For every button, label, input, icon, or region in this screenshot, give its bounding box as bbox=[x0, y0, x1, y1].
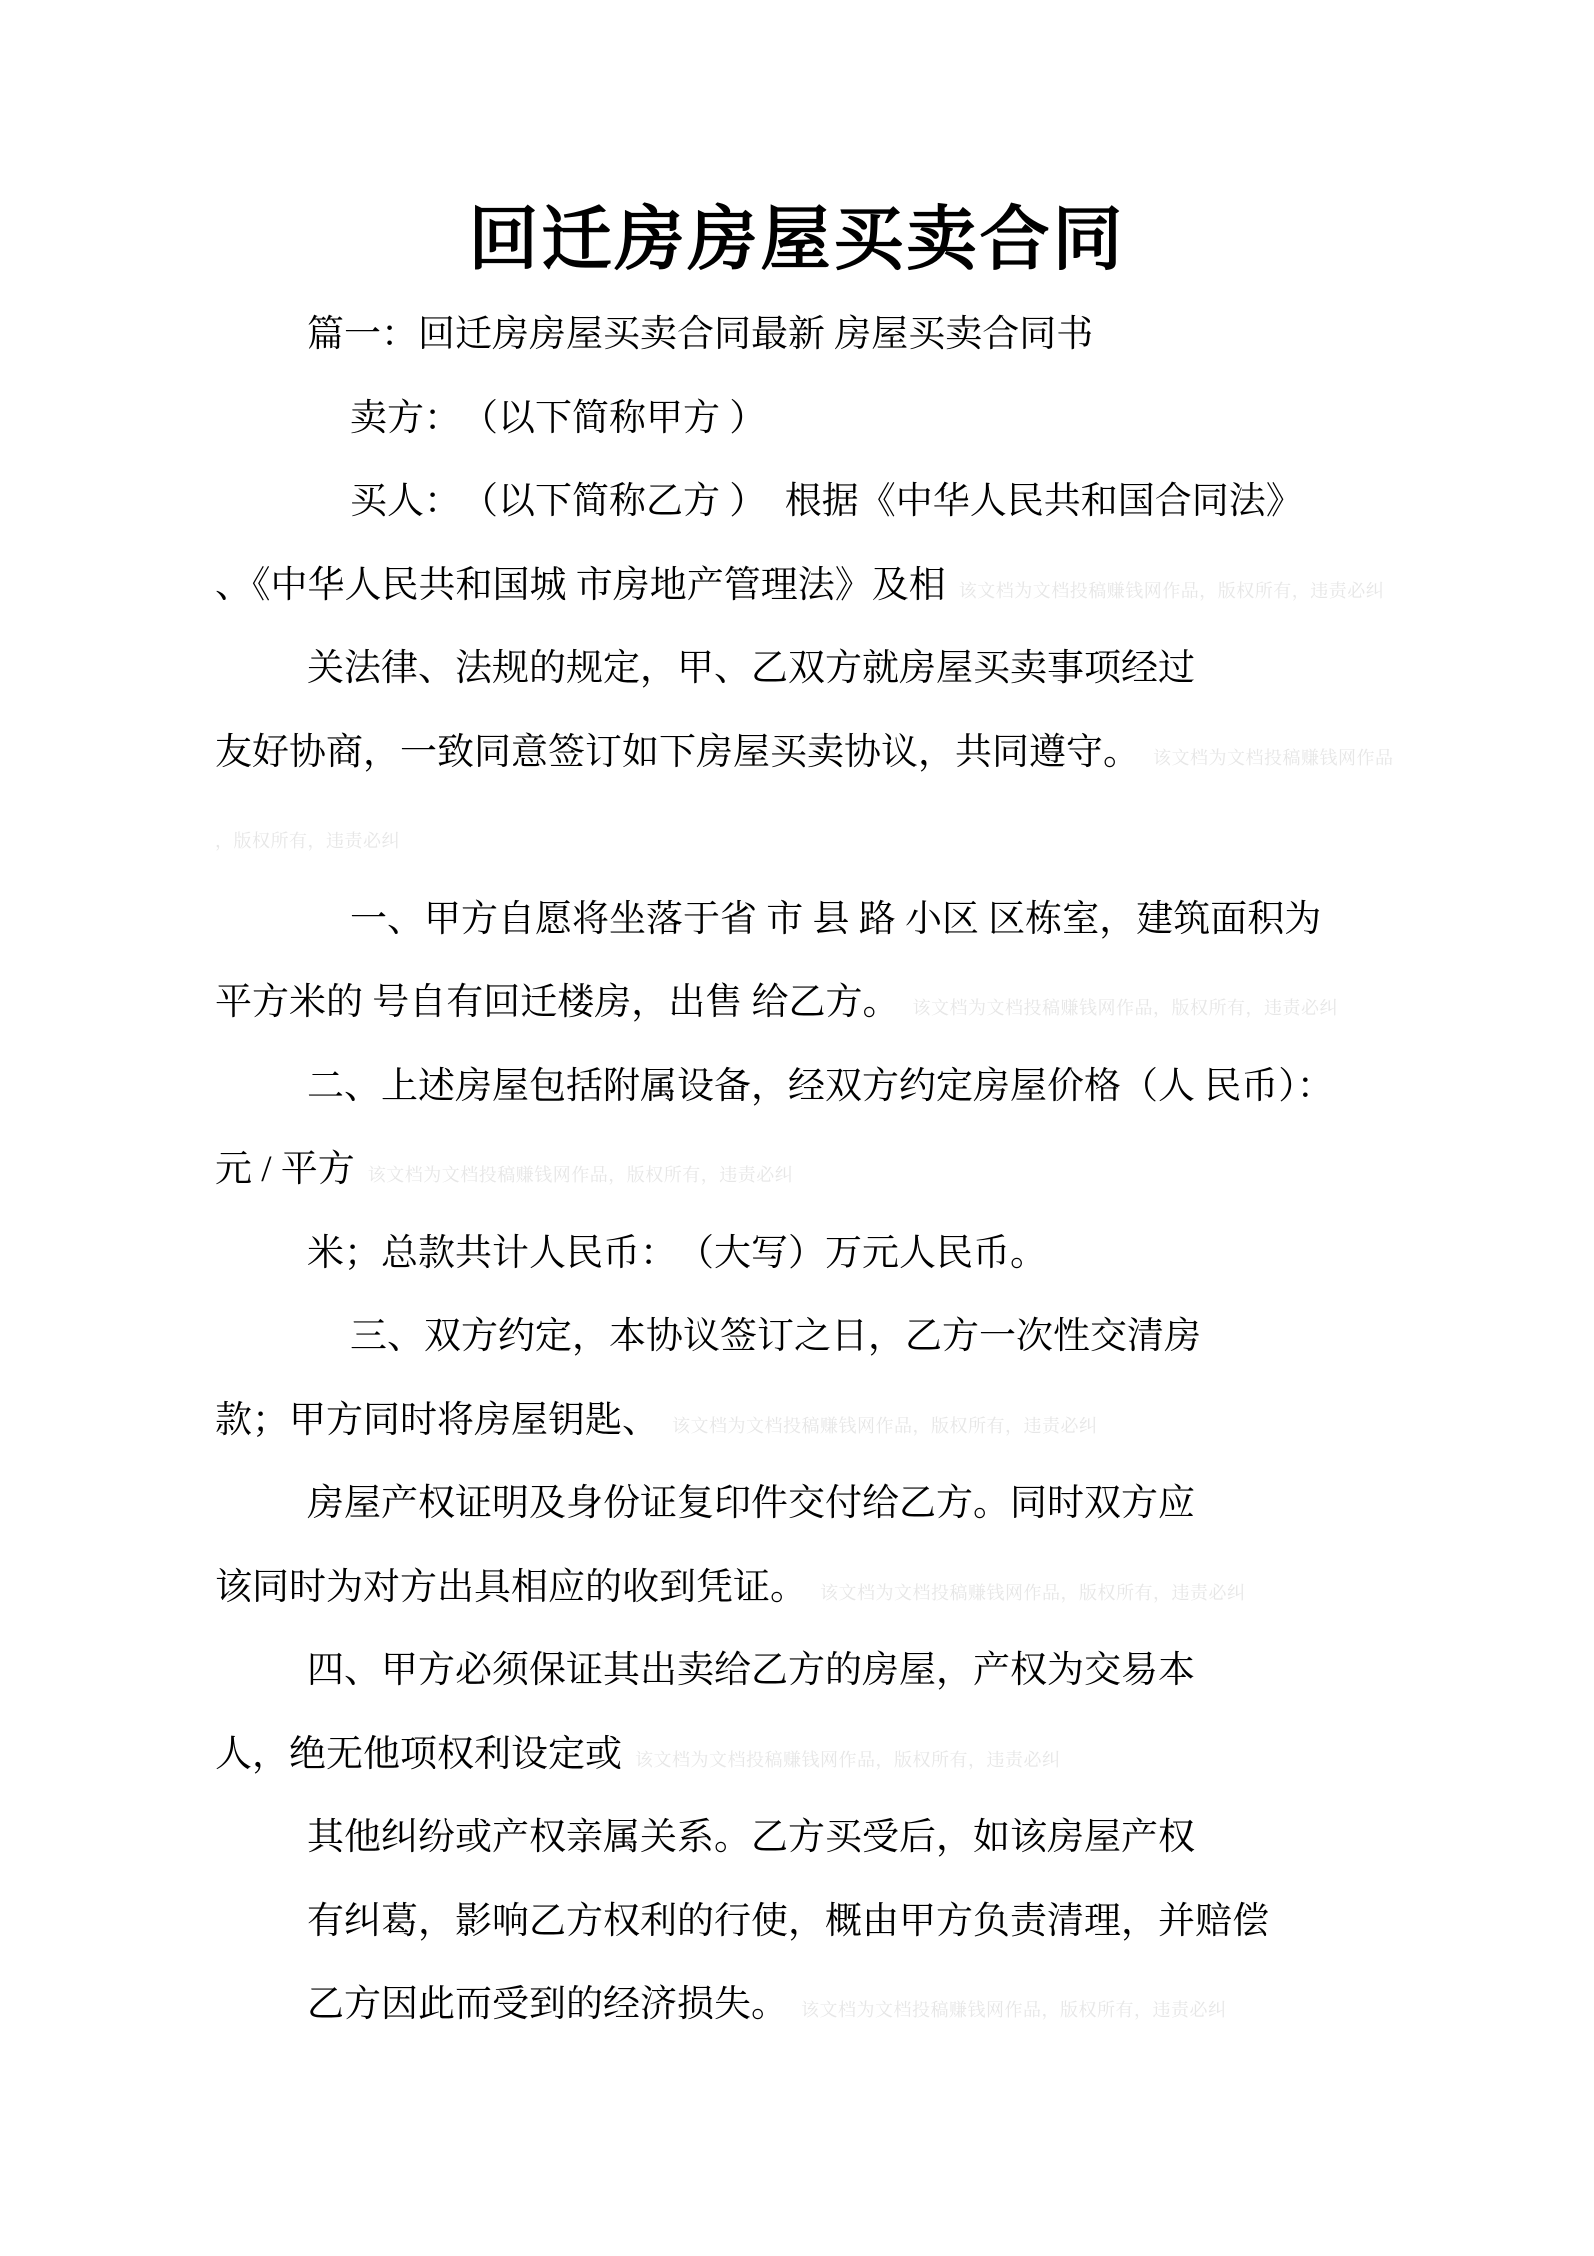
line-text: 买人： （以下简称乙方 ） 根据《中华人民共和国合同法》 bbox=[350, 481, 1303, 522]
document-body bbox=[215, 293, 1594, 2047]
text-line bbox=[215, 544, 1594, 628]
watermark-text: 该文档为文档投稿赚钱网作品 bbox=[1153, 747, 1394, 769]
text-line bbox=[215, 1963, 1594, 2047]
text-line bbox=[215, 711, 1594, 795]
line-text: 款；甲方同时将房屋钥匙、 bbox=[215, 1399, 659, 1441]
text-line bbox=[215, 377, 1594, 461]
watermark-text: 该文档为文档投稿赚钱网作品，版权所有，违责必纠 bbox=[912, 998, 1338, 1019]
text-line bbox=[215, 1546, 1594, 1630]
text-line bbox=[215, 1128, 1594, 1212]
watermark-text: 该文档为文档投稿赚钱网作品，版权所有，违责必纠 bbox=[801, 2000, 1227, 2021]
text-line bbox=[215, 1629, 1594, 1713]
document-title: 回迁房房屋买卖合同 bbox=[468, 198, 1126, 280]
text-line bbox=[215, 1295, 1594, 1379]
text-line bbox=[215, 1462, 1594, 1546]
line-text: 房屋产权证明及身份证复印件交付给乙方。同时双方应 bbox=[307, 1483, 1195, 1524]
text-line bbox=[215, 1713, 1594, 1797]
text-line bbox=[215, 1212, 1594, 1296]
text-line bbox=[215, 1379, 1594, 1463]
line-text: 四、甲方必须保证其出卖给乙方的房屋，产权为交易本 bbox=[307, 1650, 1195, 1691]
watermark-text: 该文档为文档投稿赚钱网作品，版权所有，违责必纠 bbox=[367, 1165, 794, 1186]
watermark-text: ，版权所有，违责必纠 bbox=[215, 831, 400, 852]
text-line bbox=[215, 293, 1594, 377]
text-line bbox=[215, 878, 1594, 962]
line-text: 有纠葛，影响乙方权利的行使，概由甲方负责清理，并赔偿 bbox=[307, 1900, 1269, 1942]
line-text: 篇一：回迁房房屋买卖合同最新 房屋买卖合同书 bbox=[307, 314, 1094, 355]
text-line bbox=[215, 627, 1594, 711]
line-text: 一、甲方自愿将坐落于省 市 县 路 小区 区栋室，建筑面积为 bbox=[350, 898, 1322, 940]
line-text: 、《中华人民共和国城 市房地产管理法》及相 bbox=[215, 564, 946, 606]
text-line bbox=[215, 794, 1594, 878]
line-text: 元 / 平方 bbox=[215, 1149, 355, 1190]
line-text: 米；总款共计人民币： （大写）万元人民币。 bbox=[307, 1232, 1047, 1274]
line-text: 其他纠纷或产权亲属关系。乙方买受后，如该房屋产权 bbox=[307, 1817, 1195, 1858]
text-line bbox=[215, 1880, 1594, 1964]
line-text: 友好协商，一致同意签订如下房屋买卖协议，共同遵守。 bbox=[215, 731, 1140, 773]
text-line bbox=[215, 460, 1594, 544]
text-line bbox=[215, 1796, 1594, 1880]
watermark-text: 该文档为文档投稿赚钱网作品，版权所有，违责必纠 bbox=[958, 580, 1385, 602]
watermark-text: 该文档为文档投稿赚钱网作品，版权所有，违责必纠 bbox=[820, 1582, 1246, 1604]
line-text: 二、上述房屋包括附属设备，经双方约定房屋价格（人 民币）： bbox=[307, 1065, 1334, 1107]
watermark-text: 该文档为文档投稿赚钱网作品，版权所有，违责必纠 bbox=[635, 1749, 1061, 1771]
line-text: 平方米的 号自有回迁楼房，出售 给乙方。 bbox=[215, 982, 900, 1023]
watermark-text: 该文档为文档投稿赚钱网作品，版权所有，违责必纠 bbox=[672, 1415, 1098, 1437]
line-text: 卖方： （以下简称甲方 ） bbox=[350, 397, 767, 439]
line-text: 该同时为对方出具相应的收到凭证。 bbox=[215, 1566, 807, 1608]
line-text: 三、双方约定，本协议签订之日，乙方一次性交清房 bbox=[350, 1316, 1201, 1357]
text-line bbox=[215, 1045, 1594, 1129]
line-text: 乙方因此而受到的经济损失。 bbox=[307, 1984, 788, 2025]
line-text: 人，绝无他项权利设定或 bbox=[215, 1733, 622, 1775]
text-line bbox=[215, 961, 1594, 1045]
line-text: 关法律、法规的规定，甲、乙双方就房屋买卖事项经过 bbox=[307, 648, 1195, 689]
